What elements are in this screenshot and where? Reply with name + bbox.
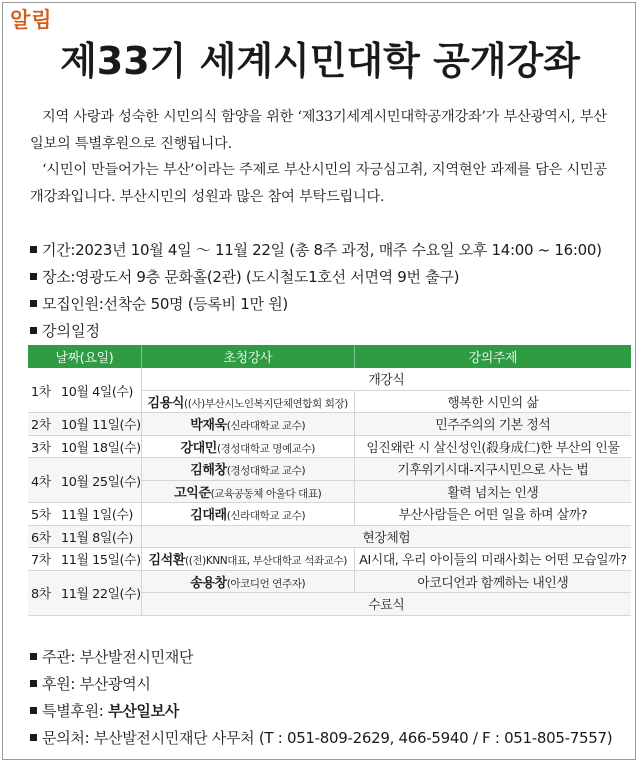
- table-row: [28, 570, 631, 593]
- speaker-name: 김대래: [190, 508, 227, 524]
- table-row: [28, 503, 631, 526]
- speaker-name: 강대민: [180, 440, 217, 456]
- intro-paragraph-2: ‘시민이 만들어가는 부산’이라는 주제로 부산시민의 자긍심고취, 지역현안 과제를 담은 시민공개강좌입니다. 부산시민의 성원과 많은 참여 부탁드립니다.: [30, 162, 607, 205]
- table-row: [28, 548, 631, 571]
- session-date: 10월 4일(수): [55, 368, 141, 413]
- page-title: 제33기 세계시민대학 공개강좌: [60, 39, 580, 83]
- table-row: [28, 413, 631, 436]
- header-topic: 강의주제: [354, 345, 631, 368]
- speaker-cell: [141, 390, 354, 413]
- session-topic: AI시대, 우리 아이들의 미래사회는 어떤 모습일까?: [354, 548, 631, 571]
- session-topic: 개강식: [141, 368, 631, 390]
- info-period: 기간 : 2023년 10월 4일 ～ 11월 22일 (총 8주 과정, 매주 수요일 오후 14:00 ~ 16:00): [30, 236, 630, 263]
- session-date: 11월 22일(수): [55, 570, 141, 615]
- session-date: 11월 1일(수): [55, 503, 141, 526]
- session-date: 10월 25일(수): [55, 458, 141, 503]
- session-topic: 행복한 시민의 삶: [354, 390, 631, 413]
- speaker-cell: [141, 548, 354, 571]
- session-date: 11월 8일(수): [55, 525, 141, 548]
- speaker-affiliation: (경성대학교 명예교수): [216, 442, 315, 455]
- footer-info: [30, 643, 612, 751]
- header-speaker: 초청강사: [141, 345, 354, 368]
- session-number: 7차: [28, 548, 55, 571]
- session-number: 3차: [28, 435, 55, 458]
- notice-tag: 알림: [10, 8, 53, 32]
- intro-paragraph-1: 지역 사랑과 성숙한 시민의식 함양을 위한 ‘제33기세계시민대학공개강좌’가 부산광역시, 부산일보의 특별후원으로 진행됩니다.: [30, 109, 607, 152]
- session-topic: 기후위기시대-지구시민으로 사는 법: [354, 458, 631, 481]
- speaker-affiliation: ((사)부산시노인복지단체연합회 회장): [184, 397, 348, 410]
- table-row: [28, 435, 631, 458]
- speaker-name: 김석환: [148, 553, 185, 569]
- schedule-body: [28, 368, 631, 615]
- info-capacity: 모집인원 : 선착순 50명 (등록비 1만 원): [30, 290, 630, 317]
- speaker-affiliation: (교육공동체 아울다 대표): [210, 487, 322, 500]
- session-number: 6차: [28, 525, 55, 548]
- table-row: [28, 525, 631, 548]
- session-topic: 임진왜란 시 살신성인(殺身成仁)한 부산의 인물: [354, 435, 631, 458]
- speaker-cell: [141, 570, 354, 593]
- footer-special-sponsor: 특별후원 : 부산일보사: [30, 697, 612, 724]
- session-number: 1차: [28, 368, 55, 413]
- session-topic: 활력 넘치는 인생: [354, 480, 631, 503]
- intro-text: [30, 104, 616, 210]
- bullet-square-icon: [30, 734, 37, 741]
- session-date: 10월 18일(수): [55, 435, 141, 458]
- speaker-name: 송용창: [190, 575, 227, 591]
- session-date: 11월 15일(수): [55, 548, 141, 571]
- table-header-row: [28, 345, 631, 368]
- speaker-affiliation: (경성대학교 교수): [226, 465, 306, 478]
- schedule-table: [28, 345, 631, 616]
- speaker-cell: [141, 413, 354, 436]
- speaker-name: 김용식: [147, 395, 185, 411]
- info-place: 장소 : 영광도서 9층 문화홀(2관) (도시철도1호선 서면역 9번 출구): [30, 263, 630, 290]
- speaker-cell: [141, 435, 354, 458]
- session-number: 8차: [28, 570, 55, 615]
- speaker-name: 고익준: [174, 485, 211, 501]
- session-number: 2차: [28, 413, 55, 436]
- speaker-affiliation: ((전)KNN대표, 부산대학교 석좌교수): [185, 555, 347, 568]
- speaker-cell: [141, 480, 354, 503]
- session-topic: 민주주의의 기본 정석: [354, 413, 631, 436]
- bullet-square-icon: [30, 300, 37, 307]
- session-topic: 부산사람들은 어떤 일을 하며 살까?: [354, 503, 631, 526]
- header-date: 날짜(요일): [28, 345, 141, 368]
- bullet-square-icon: [30, 680, 37, 687]
- table-row: [28, 368, 631, 390]
- bullet-square-icon: [30, 273, 37, 280]
- speaker-affiliation: (신라대학교 교수): [226, 510, 306, 523]
- speaker-affiliation: (신라대학교 교수): [226, 420, 306, 433]
- session-number: 4차: [28, 458, 55, 503]
- footer-sponsor: 후원 : 부산광역시: [30, 670, 612, 697]
- session-topic: 수료식: [141, 593, 631, 616]
- bullet-square-icon: [30, 327, 37, 334]
- speaker-cell: [141, 458, 354, 481]
- speaker-cell: [141, 503, 354, 526]
- bullet-square-icon: [30, 246, 37, 253]
- session-date: 10월 11일(수): [55, 413, 141, 436]
- session-topic: 현장체험: [141, 525, 631, 548]
- schedule-heading: 강의일정: [30, 320, 100, 341]
- bullet-square-icon: [30, 707, 37, 714]
- session-topic: 아코디언과 함께하는 내인생: [354, 570, 631, 593]
- session-number: 5차: [28, 503, 55, 526]
- bullet-square-icon: [30, 653, 37, 660]
- info-list: [30, 236, 630, 317]
- table-row: [28, 458, 631, 481]
- speaker-name: 박재욱: [190, 418, 227, 434]
- footer-organizer: 주관 : 부산발전시민재단: [30, 643, 612, 670]
- footer-contact: 문의처 : 부산발전시민재단 사무처 (T : 051-809-2629, 466-5940 / F : 051-805-7557): [30, 724, 612, 751]
- speaker-affiliation: (아코디언 연주자): [226, 577, 306, 590]
- speaker-name: 김해창: [190, 463, 227, 479]
